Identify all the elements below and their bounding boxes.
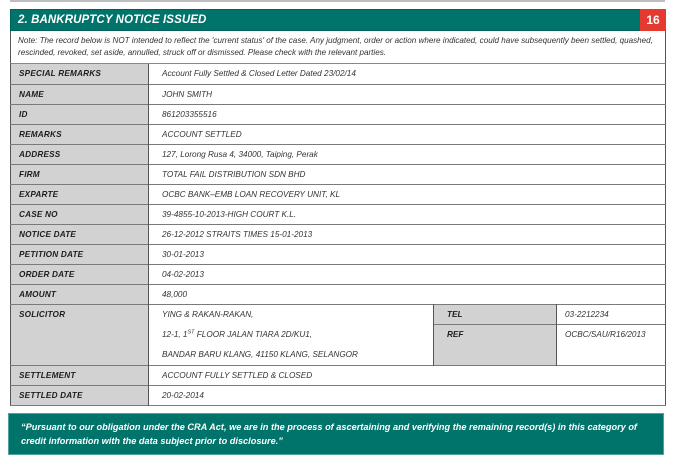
field-label: AMOUNT: [11, 284, 149, 304]
solicitor-address-line1: [162, 325, 433, 345]
solicitor-address-line2: BANDAR BARU KLANG, 41150 KLANG, SELANGOR: [162, 349, 358, 359]
section-title: 2. BANKRUPTCY NOTICE ISSUED: [18, 14, 207, 26]
cra-act-disclaimer: “Pursuant to our obligation under the CRA Act, we are in the process of ascertaining and verifying the remaining record(s) in this category of credit information with the data subject prior to disclosure.”: [8, 413, 664, 455]
field-label: NAME: [11, 84, 149, 104]
ref-label: REF: [447, 329, 464, 339]
table-row-amount: [11, 284, 666, 304]
page-number-badge: 16: [640, 9, 666, 31]
ref-value: OCBC/SAU/R16/2013: [565, 329, 646, 339]
field-label: REMARKS: [11, 124, 149, 144]
field-label: CASE NO: [11, 204, 149, 224]
contact-labels: [434, 304, 557, 365]
field-label: PETITION DATE: [11, 244, 149, 264]
disclaimer-note: Note: The record below is NOT intended to reflect the 'current status' of the case. Any judgment, order or action where indicated, could have subsequently been settled, quashed, rescinded, revoked, set aside, annulled, struck off or dismissed. Please check with the relevant parties.: [10, 31, 666, 64]
bankruptcy-notice-section: [10, 9, 666, 406]
field-value: JOHN SMITH: [162, 89, 213, 99]
address-text: 12-1, 1: [162, 329, 188, 339]
field-label: NOTICE DATE: [11, 224, 149, 244]
field-value: 48,000: [162, 289, 188, 299]
field-value: 26-12-2012 STRAITS TIMES 15-01-2013: [162, 229, 313, 239]
table-row-settled-date: [11, 385, 666, 405]
field-label: SOLICITOR: [11, 304, 149, 365]
table-row-petition-date: [11, 244, 666, 264]
field-value: 861203355516: [162, 109, 217, 119]
address-text: FLOOR JALAN TIARA 2D/KU1,: [194, 329, 313, 339]
field-value: 39-4855-10-2013-HIGH COURT K.L.: [162, 209, 297, 219]
field-value: ACCOUNT SETTLED: [162, 129, 242, 139]
field-value: OCBC BANK–EMB LOAN RECOVERY UNIT, KL: [162, 189, 341, 199]
tel-label: TEL: [434, 305, 556, 325]
table-row-special-remarks: [11, 64, 666, 84]
table-row-settlement: [11, 365, 666, 385]
field-label: FIRM: [11, 164, 149, 184]
section-header: [10, 9, 666, 31]
field-label: SETTLED DATE: [11, 385, 149, 405]
solicitor-name: YING & RAKAN-RAKAN,: [162, 309, 254, 319]
field-value: ACCOUNT FULLY SETTLED & CLOSED: [162, 370, 313, 380]
field-label: SPECIAL REMARKS: [11, 64, 149, 84]
contact-values: [557, 304, 666, 365]
field-label: ADDRESS: [11, 144, 149, 164]
field-value: Account Fully Settled & Closed Letter Dated 23/02/14: [162, 69, 356, 79]
field-value: 04-02-2013: [162, 269, 204, 279]
table-row-address: [11, 144, 666, 164]
table-row-name: [11, 84, 666, 104]
top-divider: [10, 0, 665, 2]
table-row-order-date: [11, 264, 666, 284]
field-label: ID: [11, 104, 149, 124]
solicitor-address: [149, 304, 434, 365]
field-label: ORDER DATE: [11, 264, 149, 284]
field-label: EXPARTE: [11, 184, 149, 204]
field-value: TOTAL FAIL DISTRIBUTION SDN BHD: [162, 169, 306, 179]
field-label: SETTLEMENT: [11, 365, 149, 385]
field-value: 127, Lorong Rusa 4, 34000, Taiping, Perak: [162, 149, 318, 159]
field-value: 30-01-2013: [162, 249, 204, 259]
table-row-exparte: [11, 184, 666, 204]
table-row-remarks: [11, 124, 666, 144]
ordinal-suffix: ST: [187, 328, 195, 335]
table-row-id: [11, 104, 666, 124]
table-row-notice-date: [11, 224, 666, 244]
table-row-firm: [11, 164, 666, 184]
table-row-case-no: [11, 204, 666, 224]
records-table: [10, 64, 666, 406]
table-row-solicitor: [11, 304, 666, 365]
tel-value: 03-2212234: [557, 305, 665, 325]
field-value: 20-02-2014: [162, 390, 204, 400]
